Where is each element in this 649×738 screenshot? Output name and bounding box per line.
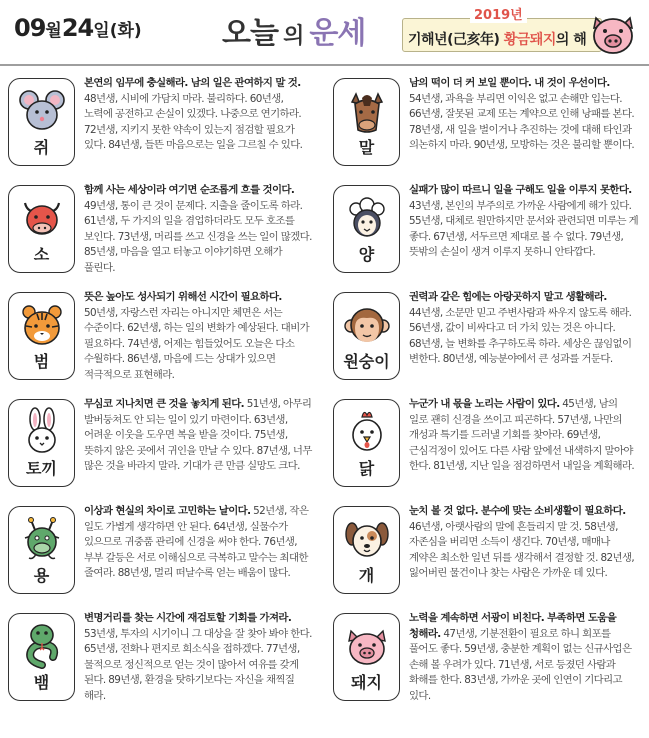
tiger-icon (17, 300, 67, 350)
animal-name: 돼지 (351, 673, 382, 692)
fortune-card-snake (8, 605, 316, 704)
fortune-body: 44년생, 소문만 믿고 주변사람과 싸우지 않도록 해라. 56년생, 값이 비싸다고 더 가치 있는 것은 아니다. 68년생, 늘 변화를 추구하도록 하라. 세상은 끊임없이 변한다. 80년생, 예능분야에서 큰 성과를 거둔다. (409, 306, 632, 366)
date-month: 09 (14, 14, 46, 42)
fortune-text (84, 290, 314, 384)
year-text (408, 29, 586, 49)
fortune-body: 50년생, 자랑스런 자리는 아니지만 체면은 서는 수준이다. 62년생, 하는 일의 변화가 예상된다. 대비가 필요하다. 74년생, 어제는 힘들었어도 오늘은 다소 수월하다. 86년생, 마음에 드는 상대가 있으면 적극적으로 표현해라. (84, 306, 310, 381)
animal-name: 토끼 (26, 459, 57, 478)
animal-badge (8, 185, 75, 273)
fortune-body: 48년생, 시비에 가담치 마라. 불리하다. 60년생, 노력에 공전하고 손실이 있겠다. 나중으로 연기하라. 72년생, 지키지 못한 약속이 있는지 점검할 필요가 있다. 84년생, 들뜬 마음으로는 일을 그르칠 수 있다. (84, 92, 303, 152)
date (14, 14, 142, 42)
fortune-headline: 실패가 많이 따르니 일을 구해도 일을 이루지 못한다. (409, 184, 632, 196)
animal-badge (333, 399, 400, 487)
title-fortune: 운세 (309, 16, 366, 51)
fortune-card-rooster (333, 391, 641, 490)
fortune-headline: 누군가 내 몫을 노리는 사람이 있다. (409, 398, 560, 410)
fortune-body: 46년생, 아랫사람의 말에 흔들리지 말 것. 58년생, 자존심을 버리면 소득이 생긴다. 70년생, 매매나 계약은 최소한 일년 뒤를 생각해서 결정할 것. 82년생, 잃어버린 물건이나 찾는 사람은 가까운 데 있다. (409, 520, 635, 580)
fortune-headline: 변명거리를 찾는 시간에 재검토할 기회를 가져라. (84, 612, 292, 624)
fortune-headline: 본연의 임무에 충실해라. 남의 일은 관여하지 말 것. (84, 77, 301, 89)
animal-badge (8, 292, 75, 380)
animal-name: 뱀 (33, 673, 50, 692)
fortune-body: 51년생, 아무리 발버둥쳐도 안 되는 일이 있기 마련이다. 63년생, 어려운 이웃을 도우면 복을 받을 것이다. 75년생, 뜻하지 않은 곳에서 귀인을 만날 수 있다. 87년생, 너무 많은 것을 바라지 말라. 기대가 큰 만큼 실망도 크다. (84, 398, 312, 473)
dragon-icon (17, 514, 67, 564)
fortune-text (84, 76, 314, 154)
rooster-icon (342, 407, 392, 457)
fortune-headline: 무심코 지나치면 큰 것을 놓치게 된다. (84, 398, 244, 410)
fortune-body: 49년생, 통이 큰 것이 문제다. 지출을 줄이도록 하라. 61년생, 두 가지의 일을 겸업하더라도 모두 호조를 보인다. 73년생, 머리를 쓰고 신경을 쓰는 일이 많겠다. 85년생, 마음을 열고 터놓고 이야기하면 오해가 풀린다. (84, 199, 312, 274)
fortune-text (84, 183, 314, 277)
header-divider (0, 64, 649, 66)
animal-name: 원숭이 (343, 352, 390, 371)
snake-icon (17, 621, 67, 671)
fortune-card-tiger (8, 284, 316, 383)
year-text-prefix: 기해년(己亥年) (408, 32, 504, 48)
fortune-text (84, 611, 314, 705)
animal-name: 닭 (358, 459, 375, 478)
fortune-card-monkey (333, 284, 641, 383)
fortune-card-dragon (8, 498, 316, 597)
fortune-card-rabbit (8, 391, 316, 490)
animal-badge (8, 506, 75, 594)
animal-name: 용 (33, 566, 50, 585)
animal-badge (8, 78, 75, 166)
fortune-text (84, 504, 314, 582)
fortune-headline: 눈치 볼 것 없다. 분수에 맞는 소비생활이 필요하다. (409, 505, 626, 517)
fortune-card-dog (333, 498, 641, 597)
animal-name: 소 (33, 245, 50, 264)
fortune-headline: 이상과 현실의 차이로 고민하는 날이다. (84, 505, 251, 517)
fortune-body: 45년생, 남의 일로 괜히 신경을 쓰이고 피곤하다. 57년생, 나만의 개성과 특기를 드러낼 기회를 찾아라. 69년생, 근심걱정이 있어도 다른 사람 앞에선 내색하지 말아야 한다. 81년생, 지난 일을 점검하면서 내일을 계획해라. (409, 398, 635, 473)
title-of: 의 (283, 24, 305, 49)
fortune-text (409, 290, 639, 368)
fortune-card-rat (8, 70, 316, 169)
fortune-headline: 남의 떡이 더 커 보일 뿐이다. 내 것이 우선이다. (409, 77, 610, 89)
header (0, 0, 649, 64)
fortune-body: 54년생, 과욕을 부리면 이익은 없고 손해만 입는다. 66년생, 잘못된 교제 또는 계약으로 인해 낭패를 본다. 78년생, 새 일을 벌이거나 추진하는 것에 대해 타인과 의논하지 마라. 90년생, 모방하는 것은 불리할 뿐이다. (409, 92, 635, 152)
year-text-suffix: 의 해 (555, 32, 587, 48)
animal-name: 개 (358, 566, 375, 585)
fortune-card-pig (333, 605, 641, 704)
fortune-card-horse (333, 70, 641, 169)
monkey-icon (342, 300, 392, 350)
dog-icon (342, 514, 392, 564)
pig-icon (342, 621, 392, 671)
date-weekday: (화) (109, 21, 142, 41)
fortune-card-sheep (333, 177, 641, 276)
rat-icon (17, 86, 67, 136)
title-today: 오늘 (222, 16, 278, 51)
fortune-body: 43년생, 본인의 부주의로 가까운 사람에게 해가 있다. 55년생, 대체로 원만하지만 문서와 관련되면 미루는 게 좋다. 67년생, 서두르면 제대로 볼 수 없다. 79년생, 뜻밖의 손실이 생겨 이루지 못하니 안타깝다. (409, 199, 639, 259)
date-month-unit: 월 (45, 21, 62, 41)
animal-name: 말 (358, 138, 375, 157)
fortune-headline: 노력을 계속하면 서광이 비친다. 부족하면 도움을 청해라. (409, 612, 617, 640)
fortune-card-ox (8, 177, 316, 276)
animal-badge (333, 506, 400, 594)
fortune-body: 47년생, 기분전환이 필요로 하니 회포를 풀어도 좋다. 59년생, 충분한 계획이 없는 신규사업은 손해 볼 우려가 있다. 71년생, 서로 등졌던 사람과 화해를 한다. 83년생, 가까운 곳에 인연이 기다리고 있다. (409, 627, 632, 702)
animal-badge (333, 613, 400, 701)
fortune-headline: 권력과 같은 힘에는 아랑곳하지 말고 생활해라. (409, 291, 607, 303)
animal-badge (8, 399, 75, 487)
fortune-headline: 함께 사는 세상이라 여기면 순조롭게 흐를 것이다. (84, 184, 295, 196)
year-text-highlight: 황금돼지 (503, 32, 556, 48)
animal-badge (333, 185, 400, 273)
pig-head-icon (588, 10, 638, 56)
fortune-text (409, 76, 639, 154)
fortune-text (409, 397, 639, 475)
animal-badge (333, 78, 400, 166)
horse-icon (342, 86, 392, 136)
fortune-text (409, 183, 639, 261)
ox-icon (17, 193, 67, 243)
fortune-headline: 뜻은 높아도 성사되기 위해선 시간이 필요하다. (84, 291, 282, 303)
sheep-icon (342, 193, 392, 243)
fortune-text (409, 611, 639, 705)
rabbit-icon (17, 407, 67, 457)
page-title (222, 8, 365, 52)
date-day-unit: 일 (93, 21, 110, 41)
fortune-body: 52년생, 작은 일도 가볍게 생각하면 안 된다. 64년생, 실물수가 있으므로 귀중품 관리에 신경을 써야 한다. 76년생, 부부 갈등은 서로 이해심으로 극복하고 말수는 최대한 줄여라. 88년생, 멀리 떠날수록 얻는 배움이 많다. (84, 505, 309, 580)
animal-name: 양 (358, 245, 375, 264)
animal-name: 범 (33, 352, 50, 371)
date-day: 24 (61, 14, 94, 42)
animal-badge (333, 292, 400, 380)
animal-badge (8, 613, 75, 701)
animal-name: 쥐 (33, 138, 50, 157)
year-tag: 2019년 (470, 4, 527, 23)
fortune-text (84, 397, 314, 475)
fortune-text (409, 504, 639, 582)
fortune-body: 53년생, 투자의 시기이니 그 대상을 잘 찾아 봐야 한다. 65년생, 전화나 편지로 희소식을 접하겠다. 77년생, 물적으로 정신적으로 얻는 것이 많아서 여유를 갖게 된다. 89년생, 환경을 탓하기보다는 자신을 채찍질 해라. (84, 627, 312, 702)
